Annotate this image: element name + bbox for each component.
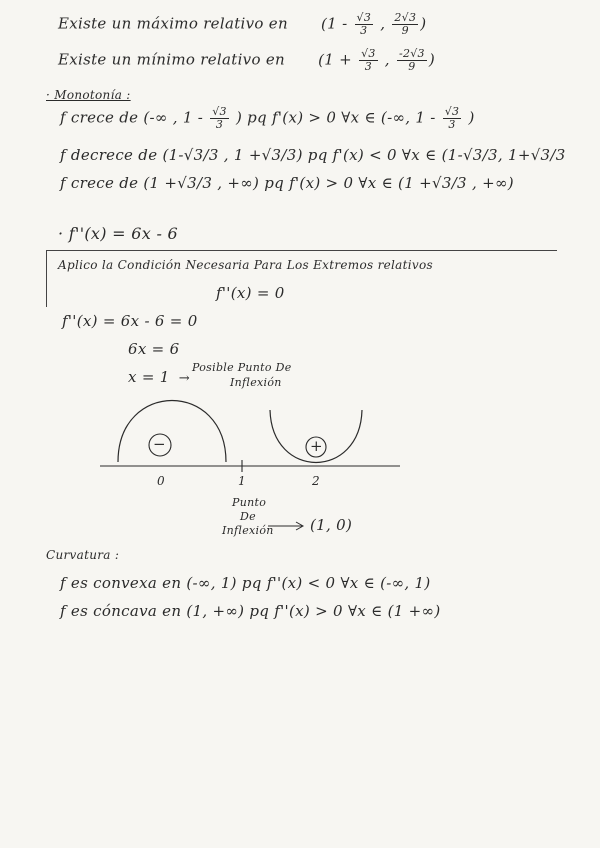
equation-3: x = 1 → (128, 368, 190, 386)
curvatura-line-2: f es cóncava en (1, +∞) pq f''(x) > 0 ∀x ∈ (1 +∞) (60, 602, 441, 620)
max-frac-a: $\frac{√3}{3}$ (356, 11, 372, 37)
min-frac-a: $\frac{√3}{3}$ (361, 47, 376, 73)
punto-label-3: Inflexión (222, 524, 274, 537)
max-frac-b: $\frac{2√3}{9}$ (394, 11, 417, 37)
arrow-note-2: Inflexión (230, 376, 282, 389)
tick-label-1: 1 (238, 474, 246, 488)
minus-sign: − (153, 435, 166, 453)
tick-label-2: 2 (312, 474, 320, 488)
box-line-1: Aplico la Condición Necesaria Para Los Extremos relativos (58, 258, 433, 272)
equation-2: 6x = 6 (128, 340, 180, 358)
punto-label-1: Punto (232, 496, 267, 509)
monotonia-heading: · Monotonía : (46, 88, 131, 102)
min-point-a: 1 + (324, 50, 353, 69)
arrow-note-1: Posible Punto De (192, 361, 292, 374)
plus-sign: + (310, 437, 323, 455)
punto-label-2: De (240, 510, 256, 523)
min-frac-b: $\frac{-2√3}{9}$ (398, 47, 425, 73)
curvatura-line-1: f es convexa en (-∞, 1) pq f''(x) < 0 ∀x ∈ (-∞, 1) (60, 574, 431, 592)
second-derivative: · f''(x) = 6x - 6 (58, 224, 179, 243)
monotonia-line-2: f decrece de (1-√3/3 , 1 +√3/3) pq f'(x) < 0 ∀x ∈ (1-√3/3, 1+√3/3 (60, 146, 566, 164)
max-text: Existe un máximo relativo en (58, 14, 288, 33)
box-line-2: f''(x) = 0 (216, 284, 285, 302)
tick-label-0: 0 (157, 474, 165, 488)
monotonia-line-3: f crece de (1 +√3/3 , +∞) pq f'(x) > 0 ∀x ∈ (1 +√3/3 , +∞) (60, 174, 514, 192)
min-line: Existe un mínimo relativo en (1 + $\frac{√3}{3}$ , $\frac{-2√3}{9}$ ) (58, 47, 436, 73)
max-line: Existe un máximo relativo en (1 - $\frac{√3}{3}$ , $\frac{2√3}{9}$ ) (58, 11, 427, 37)
inflection-point: (1, 0) (310, 516, 353, 534)
monotonia-line-1: f crece de (-∞ , 1 - $\frac{√3}{3}$ ) pq f'(x) > 0 ∀x ∈ (-∞, 1 - $\frac{√3}{3}$ ) (60, 105, 475, 131)
curvatura-heading: Curvatura : (46, 548, 120, 562)
concave-down-arc (118, 401, 226, 463)
equation-1: f''(x) = 6x - 6 = 0 (62, 312, 198, 330)
min-text: Existe un mínimo relativo en (58, 50, 285, 69)
max-point-a: 1 - (327, 14, 348, 33)
